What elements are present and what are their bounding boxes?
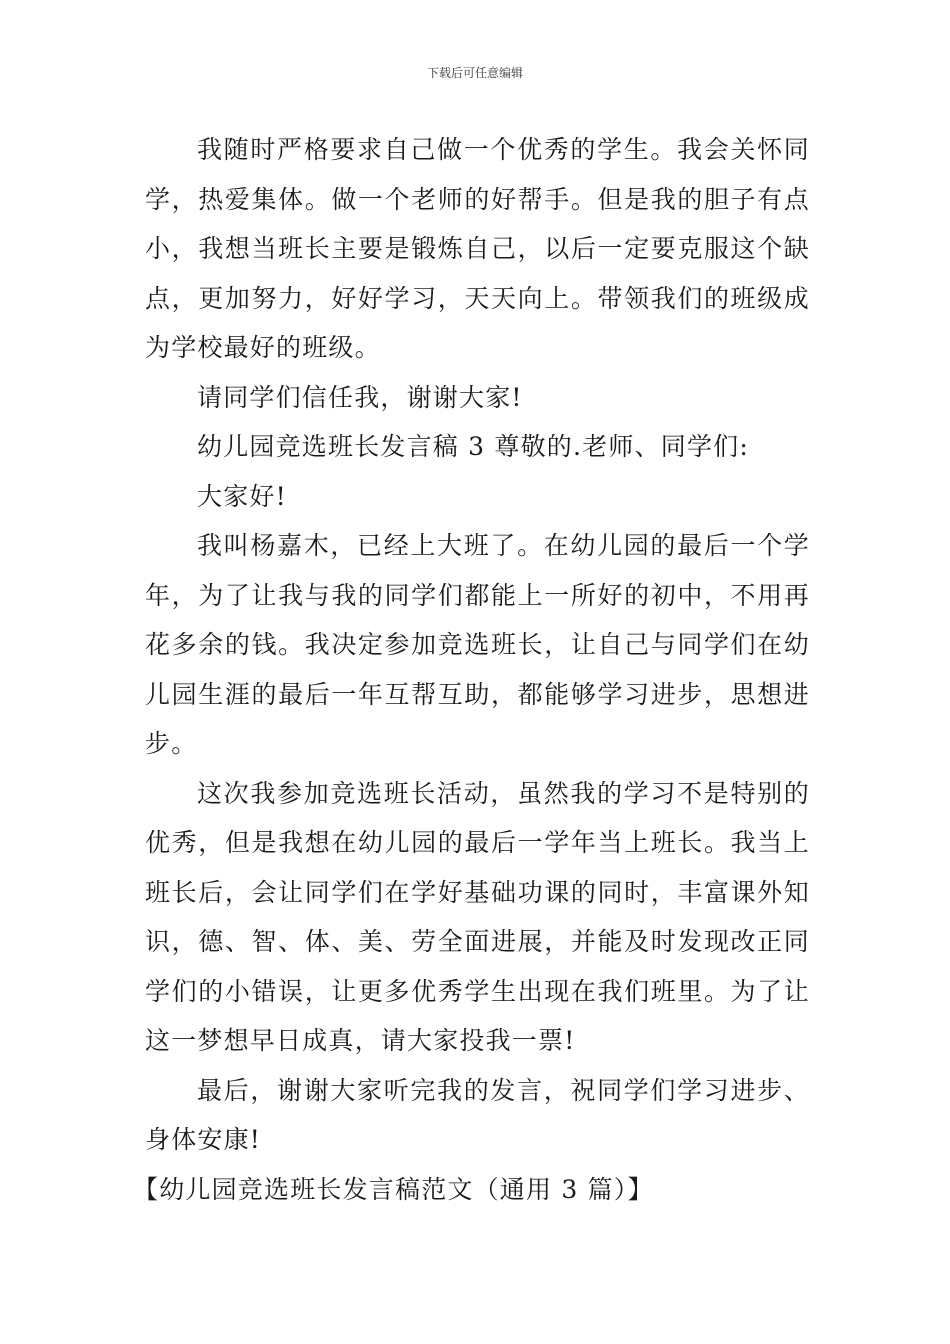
closing-title: 【幼儿园竞选班长发言稿范文（通用 3 篇）】 <box>133 1174 654 1204</box>
paragraph-4-greeting: 大家好! <box>197 481 287 511</box>
paragraph-2: 请同学们信任我，谢谢大家! <box>197 382 523 412</box>
paragraph-6: 这次我参加竞选班长活动，虽然我的学习不是特别的优秀，但是我想在幼儿园的最后一学年当上班长。我当上班长后，会让同学们在学好基础功课的同时，丰富课外知识，德、智、体、美、劳全面进展，并能及时发现改正同学们的小错误，让更多优秀学生出现在我们班里。为了让这一梦想早日成真，请大家投我一票! <box>145 778 810 1055</box>
paragraph-1: 我随时严格要求自己做一个优秀的学生。我会关怀同学，热爱集体。做一个老师的好帮手。但是我的胆子有点小，我想当班长主要是锻炼自己，以后一定要克服这个缺点，更加努力，好好学习，天天向上。带领我们的班级成为学校最好的班级。 <box>145 135 810 362</box>
paragraph-7: 最后，谢谢大家听完我的发言，祝同学们学习进步、身体安康! <box>145 1075 810 1154</box>
paragraph-3-heading: 幼儿园竞选班长发言稿 3 尊敬的.老师、同学们: <box>197 432 749 461</box>
document-body <box>133 125 810 1214</box>
page-header: 下载后可任意编辑 <box>426 66 523 80</box>
paragraph-5: 我叫杨嘉木，已经上大班了。在幼儿园的最后一个学年，为了让我与我的同学们都能上一所好的初中，不用再花多余的钱。我决定参加竞选班长，让自己与同学们在幼儿园生涯的最后一年互帮互助，都能够学习进步，思想进步。 <box>145 531 810 758</box>
